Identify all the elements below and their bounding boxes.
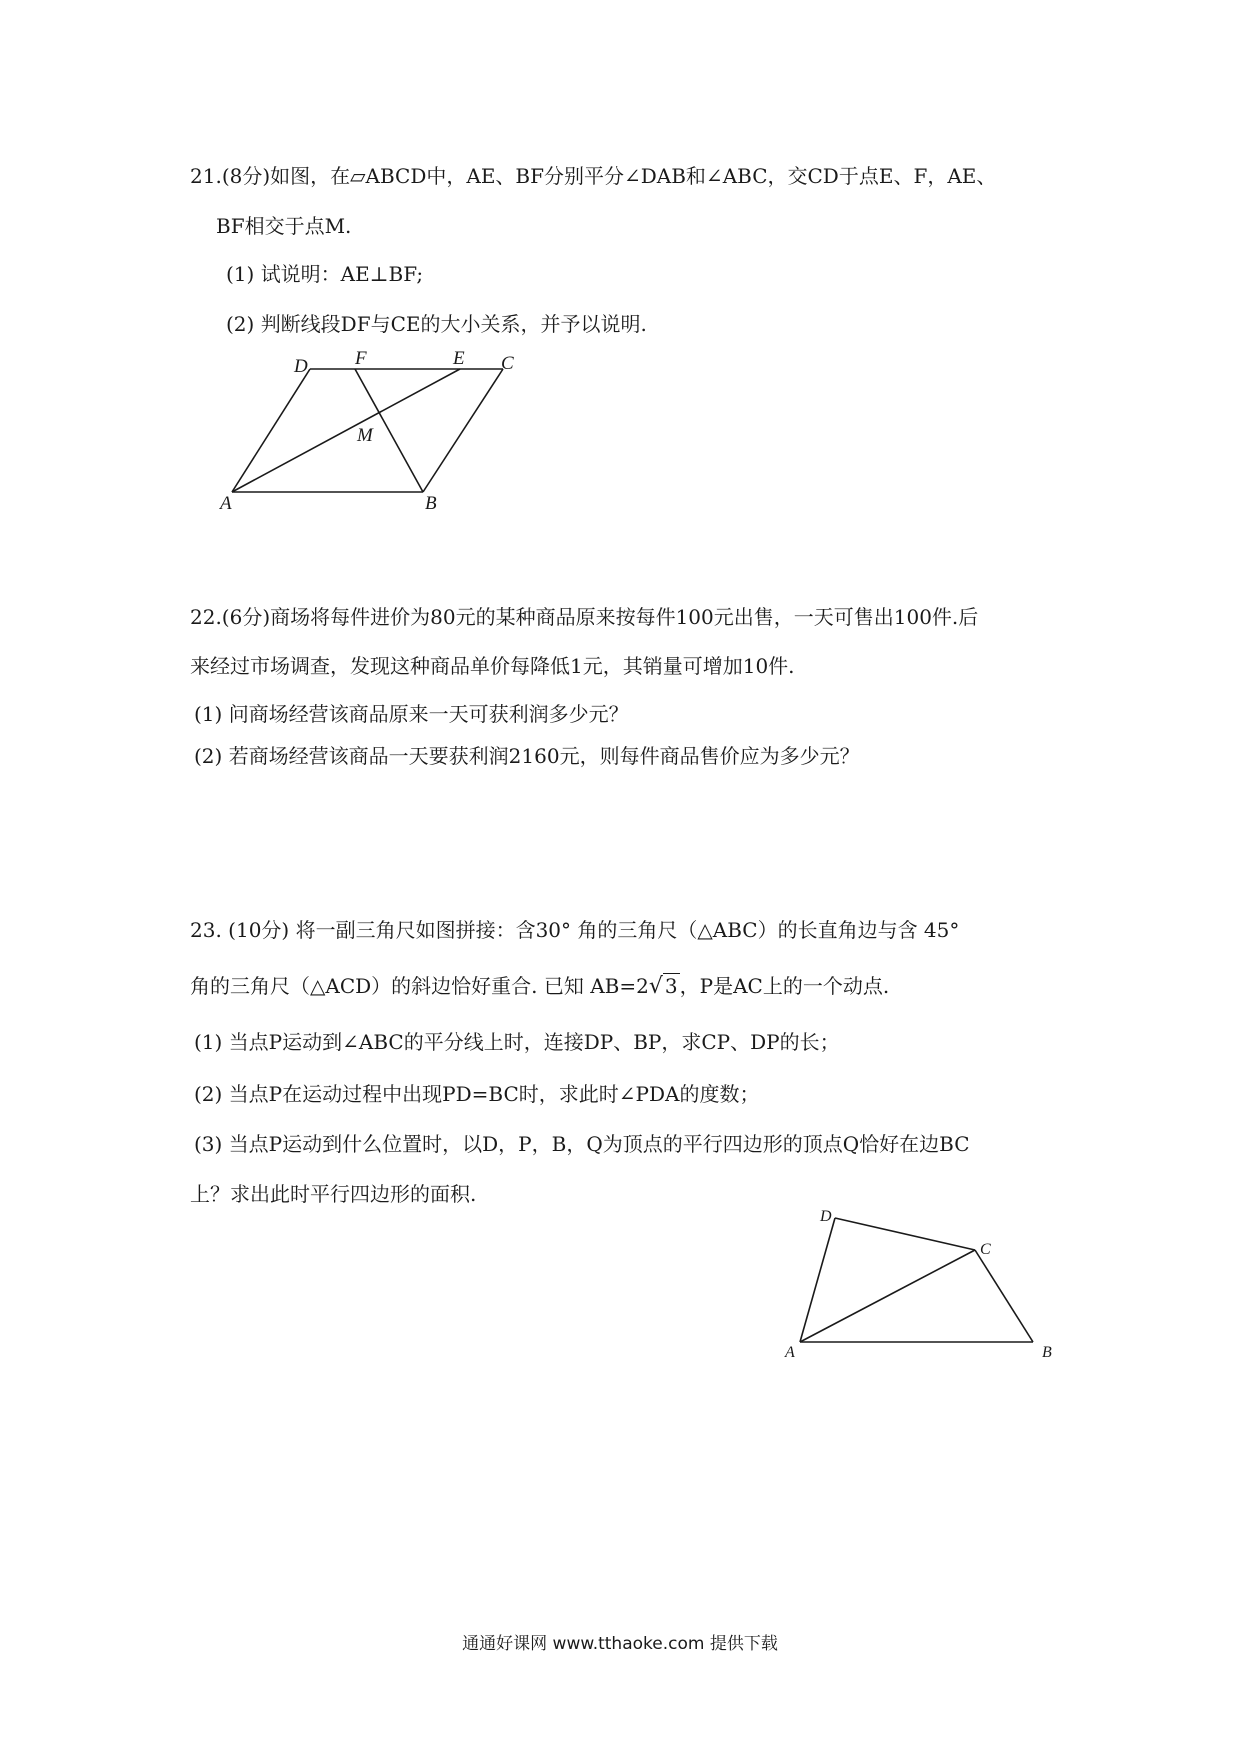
q21-label-a: A xyxy=(220,493,232,514)
q21-label-f: F xyxy=(355,348,367,369)
radical-sign-icon: √ xyxy=(648,974,663,999)
q23-side-cb xyxy=(975,1250,1033,1342)
q23-side-ac xyxy=(800,1250,975,1342)
q23-sub2: (2) 当点P在运动过程中出现PD=BC时，求此时∠PDA的度数； xyxy=(194,1082,760,1106)
q21-line2: BF相交于点M. xyxy=(216,214,352,238)
q23-sub3b: 上？求出此时平行四边形的面积. xyxy=(190,1182,477,1206)
q23-line2-end: ，P是AC上的一个动点. xyxy=(679,974,890,998)
q22-line1: 22.(6分)商场将每件进价为80元的某种商品原来按每件100元出售，一天可售出100件.后 xyxy=(190,605,979,629)
q23-line2-start: 角的三角尺（△ACD）的斜边恰好重合. 已知 AB=2 xyxy=(190,974,649,998)
sqrt-radicand: 3 xyxy=(664,974,678,998)
q23-sub1: (1) 当点P运动到∠ABC的平分线上时，连接DP、BP，求CP、DP的长； xyxy=(194,1030,840,1054)
q23-side-da xyxy=(800,1218,835,1342)
q23-side-dc xyxy=(835,1218,975,1250)
q22-sub1: (1) 问商场经营该商品原来一天可获利润多少元？ xyxy=(194,702,629,726)
q21-label-d: D xyxy=(294,356,308,377)
q21-label-e: E xyxy=(453,348,465,369)
q22-sub2: (2) 若商场经营该商品一天要获利润2160元，则每件商品售价应为多少元？ xyxy=(194,744,860,768)
q23-label-d: D xyxy=(820,1208,832,1225)
q22-line2: 来经过市场调查，发现这种商品单价每降低1元，其销量可增加10件. xyxy=(190,654,795,678)
q23-label-a: A xyxy=(785,1344,795,1361)
q21-stem: 如图，在▱ABCD中，AE、BF分别平分∠DAB和∠ABC，交CD于点E、F，AE、 xyxy=(270,164,997,188)
q23-sub3a: (3) 当点P运动到什么位置时，以D，P，B，Q为顶点的平行四边形的顶点Q恰好在边BC xyxy=(194,1132,970,1156)
q23-label-b: B xyxy=(1042,1344,1052,1361)
q21-number: 21. xyxy=(190,164,222,188)
q21-sub1: (1) 试说明：AE⊥BF; xyxy=(226,262,424,286)
q23-label-c: C xyxy=(980,1241,991,1258)
q21-label-c: C xyxy=(501,353,514,374)
q21-label-m: M xyxy=(357,425,373,446)
q21-label-b: B xyxy=(425,493,437,514)
q21-points: (8分) xyxy=(221,164,271,188)
footer-download-note: 通通好课网 www.tthaoke.com 提供下载 xyxy=(462,1634,778,1654)
q23-line1: 23. (10分) 将一副三角尺如图拼接：含30° 角的三角尺（△ABC）的长直角边与含 45° xyxy=(190,918,960,942)
q21-sub2: (2) 判断线段DF与CE的大小关系，并予以说明. xyxy=(226,312,647,336)
